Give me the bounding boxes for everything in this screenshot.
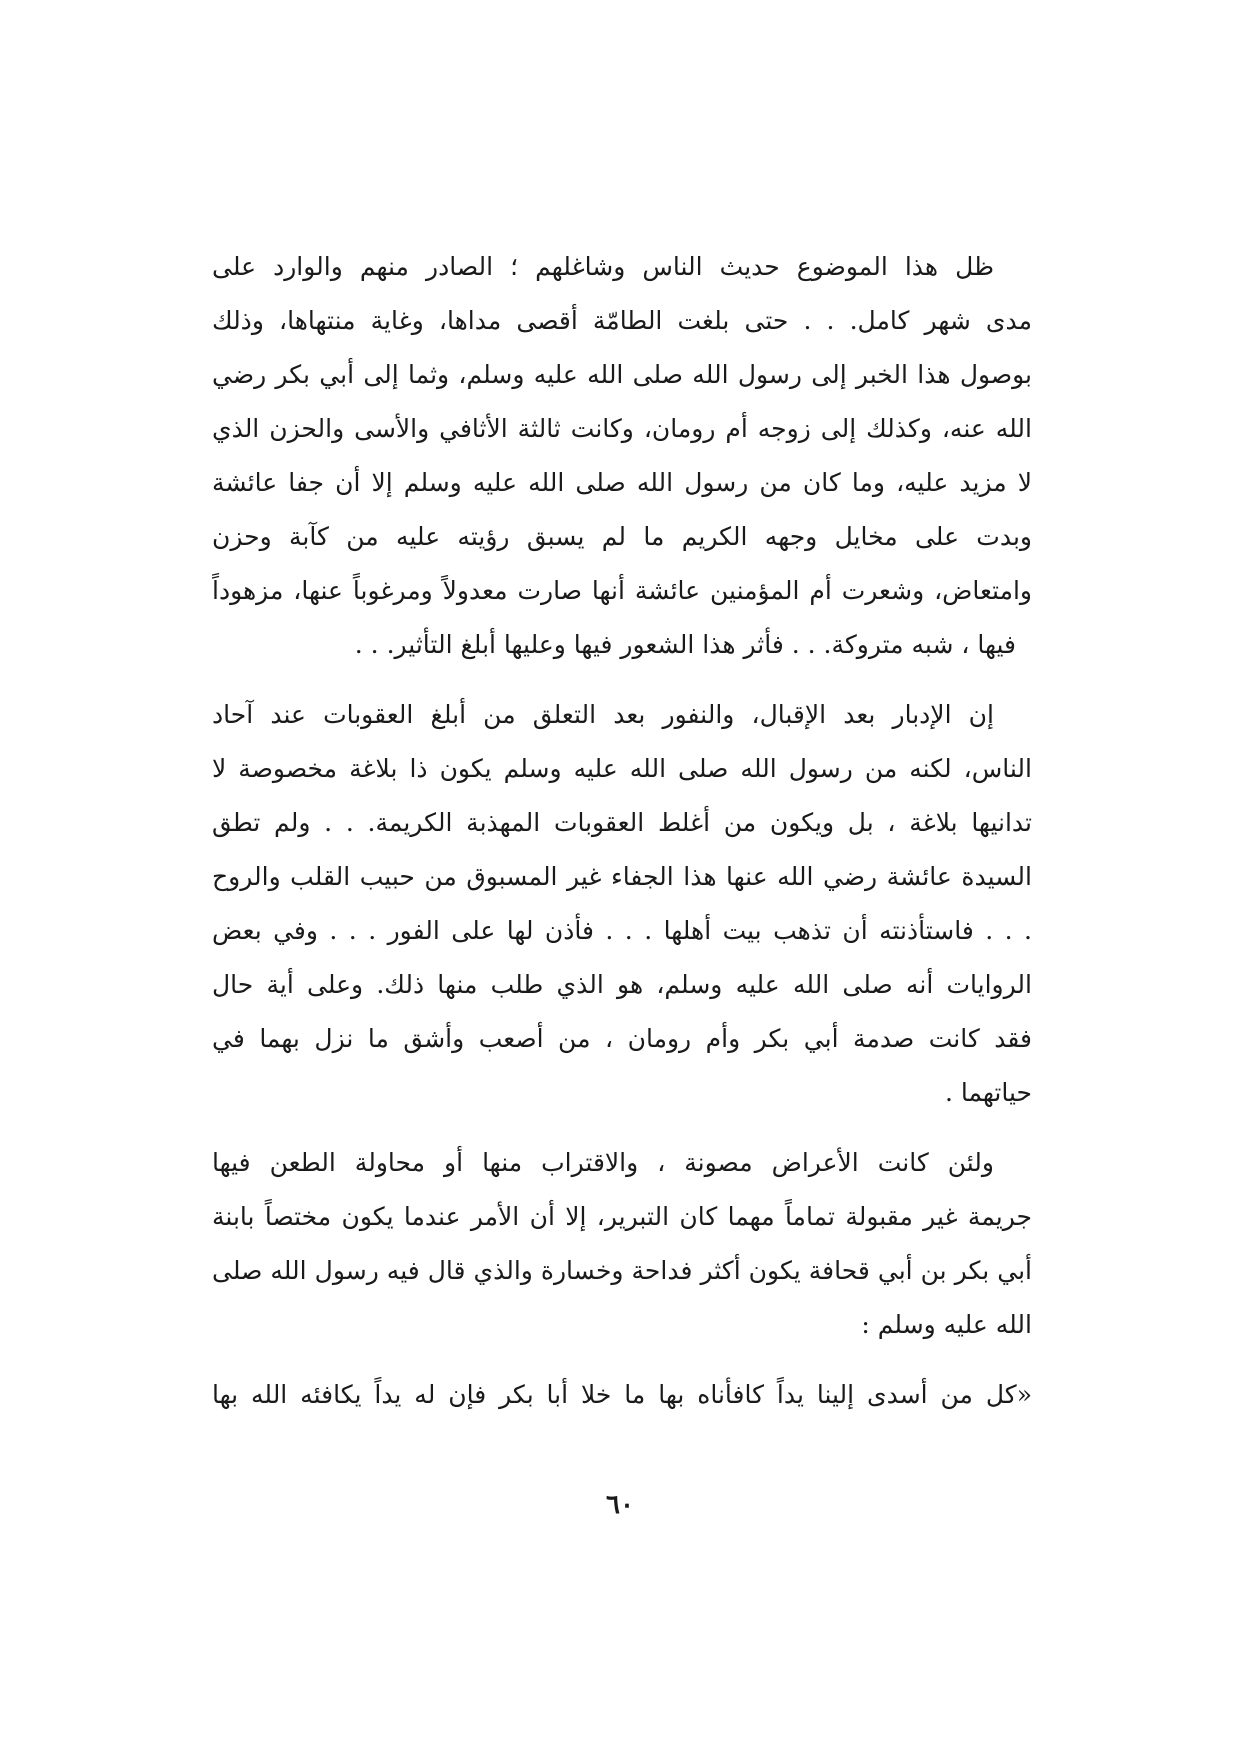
text-line: فيها ، شبه متروكة. . . فأثر هذا الشعور فيها وعليها أبلغ التأثير. . . bbox=[354, 630, 1016, 659]
text-line: ظل هذا الموضوع حديث الناس وشاغلهم ؛ الصادر منهم والوارد على bbox=[212, 252, 994, 281]
text-line: بوصول هذا الخبر إلى رسول الله صلى الله عليه وسلم، وثما إلى أبي بكر رضي bbox=[212, 360, 1032, 389]
text-line: حياتهما . bbox=[944, 1078, 1032, 1107]
text-line: الروايات أنه صلى الله عليه وسلم، هو الذي طلب منها ذلك. وعلى أية حال bbox=[212, 970, 1032, 999]
text-line: الله عليه وسلم : bbox=[861, 1310, 1032, 1339]
page-number: ٦٠ bbox=[606, 1490, 634, 1520]
text-line: الناس، لكنه من رسول الله صلى الله عليه وسلم يكون ذا بلاغة مخصوصة لا bbox=[212, 754, 1032, 783]
text-line: لا مزيد عليه، وما كان من رسول الله صلى الله عليه وسلم إلا أن جفا عائشة bbox=[212, 468, 1032, 497]
text-line: أبي بكر بن أبي قحافة يكون أكثر فداحة وخسارة والذي قال فيه رسول الله صلى bbox=[212, 1256, 1032, 1285]
body-text bbox=[212, 240, 1032, 1422]
text-line: وبدت على مخايل وجهه الكريم ما لم يسبق رؤيته عليه من كآبة وحزن bbox=[212, 522, 1032, 551]
text-line: فقد كانت صدمة أبي بكر وأم رومان ، من أصعب وأشق ما نزل بهما في bbox=[212, 1024, 1032, 1053]
text-line: مدى شهر كامل. . . حتى بلغت الطامّة أقصى مداها، وغاية منتهاها، وذلك bbox=[212, 306, 1032, 335]
text-line: ولئن كانت الأعراض مصونة ، والاقتراب منها أو محاولة الطعن فيها bbox=[212, 1148, 994, 1177]
text-line: إن الإدبار بعد الإقبال، والنفور بعد التعلق من أبلغ العقوبات عند آحاد bbox=[212, 700, 994, 729]
text-line: جريمة غير مقبولة تماماً مهما كان التبرير، إلا أن الأمر عندما يكون مختصاً بابنة bbox=[212, 1202, 1032, 1231]
text-line: تدانيها بلاغة ، بل ويكون من أغلط العقوبات المهذبة الكريمة. . . ولم تطق bbox=[212, 808, 1032, 837]
text-line: . . . فاستأذنته أن تذهب بيت أهلها . . . فأذن لها على الفور . . . وفي بعض bbox=[212, 916, 1032, 945]
text-line: الله عنه، وكذلك إلى زوجه أم رومان، وكانت ثالثة الأثافي والأسى والحزن الذي bbox=[212, 414, 1032, 443]
text-line: وامتعاض، وشعرت أم المؤمنين عائشة أنها صارت معدولاً ومرغوباً عنها، مزهوداً bbox=[212, 576, 1032, 605]
text-line: السيدة عائشة رضي الله عنها هذا الجفاء غير المسبوق من حبيب القلب والروح bbox=[212, 862, 1032, 891]
quote-line: «كل من أسدى إلينا يداً كافأناه بها ما خلا أبا بكر فإن له يداً يكافئه الله بها bbox=[212, 1380, 1032, 1409]
